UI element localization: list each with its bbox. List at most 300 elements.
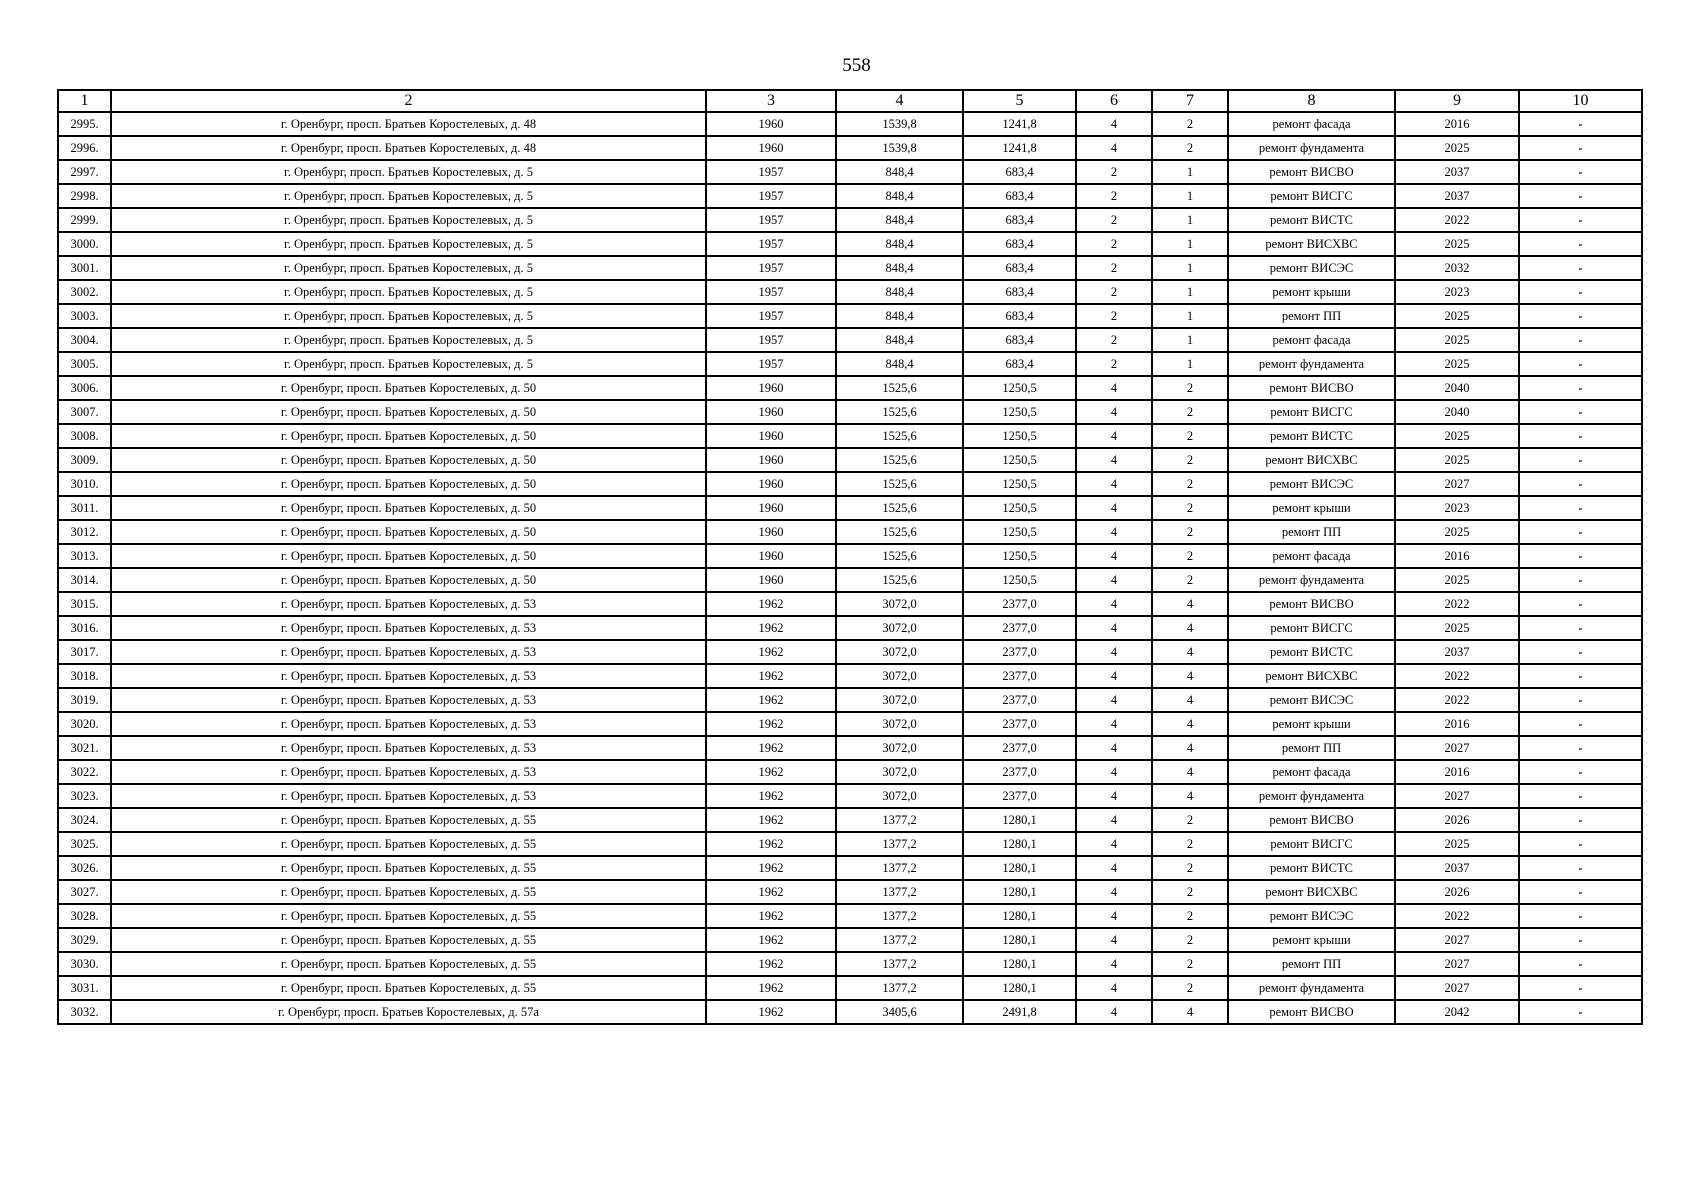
work-type-cell: ремонт фасада: [1228, 760, 1395, 784]
floors-cell: 4: [1076, 112, 1152, 136]
address-cell: г. Оренбург, просп. Братьев Коростелевых, д. 5: [111, 256, 706, 280]
planned-year-cell: 2025: [1395, 232, 1519, 256]
floors-cell: 4: [1076, 568, 1152, 592]
floors-cell: 4: [1076, 1000, 1152, 1024]
row-number: 3015.: [58, 592, 111, 616]
total-area-cell: 848,4: [836, 280, 963, 304]
total-area-cell: 848,4: [836, 304, 963, 328]
row-number: 3009.: [58, 448, 111, 472]
work-type-cell: ремонт ВИСХВС: [1228, 664, 1395, 688]
address-cell: г. Оренбург, просп. Братьев Коростелевых, д. 53: [111, 712, 706, 736]
row-number: 3011.: [58, 496, 111, 520]
work-type-cell: ремонт крыши: [1228, 280, 1395, 304]
table-row: [58, 640, 1642, 664]
entrances-cell: 2: [1152, 496, 1228, 520]
table-row: [58, 808, 1642, 832]
note-cell: -: [1519, 760, 1642, 784]
floors-cell: 2: [1076, 328, 1152, 352]
entrances-cell: 1: [1152, 232, 1228, 256]
year-built-cell: 1960: [706, 400, 836, 424]
living-area-cell: 683,4: [963, 232, 1076, 256]
row-number: 3012.: [58, 520, 111, 544]
note-cell: -: [1519, 952, 1642, 976]
living-area-cell: 1280,1: [963, 856, 1076, 880]
year-built-cell: 1960: [706, 472, 836, 496]
row-number: 2997.: [58, 160, 111, 184]
address-cell: г. Оренбург, просп. Братьев Коростелевых, д. 50: [111, 520, 706, 544]
floors-cell: 4: [1076, 688, 1152, 712]
total-area-cell: 1377,2: [836, 832, 963, 856]
living-area-cell: 683,4: [963, 184, 1076, 208]
living-area-cell: 2377,0: [963, 784, 1076, 808]
living-area-cell: 2377,0: [963, 712, 1076, 736]
row-number: 2998.: [58, 184, 111, 208]
row-number: 3008.: [58, 424, 111, 448]
entrances-cell: 4: [1152, 712, 1228, 736]
entrances-cell: 2: [1152, 472, 1228, 496]
entrances-cell: 4: [1152, 736, 1228, 760]
note-cell: -: [1519, 904, 1642, 928]
column-header-3: 3: [706, 90, 836, 112]
row-number: 2999.: [58, 208, 111, 232]
row-number: 3014.: [58, 568, 111, 592]
row-number: 3002.: [58, 280, 111, 304]
entrances-cell: 1: [1152, 328, 1228, 352]
entrances-cell: 4: [1152, 688, 1228, 712]
table-row: [58, 160, 1642, 184]
planned-year-cell: 2016: [1395, 112, 1519, 136]
work-type-cell: ремонт ВИСГС: [1228, 832, 1395, 856]
table-row: [58, 376, 1642, 400]
table-row: [58, 568, 1642, 592]
note-cell: -: [1519, 520, 1642, 544]
column-header-9: 9: [1395, 90, 1519, 112]
work-type-cell: ремонт фасада: [1228, 544, 1395, 568]
entrances-cell: 1: [1152, 208, 1228, 232]
year-built-cell: 1962: [706, 760, 836, 784]
table-row: [58, 280, 1642, 304]
floors-cell: 4: [1076, 544, 1152, 568]
note-cell: -: [1519, 856, 1642, 880]
living-area-cell: 683,4: [963, 352, 1076, 376]
address-cell: г. Оренбург, просп. Братьев Коростелевых, д. 5: [111, 352, 706, 376]
table-row: [58, 616, 1642, 640]
total-area-cell: 848,4: [836, 352, 963, 376]
total-area-cell: 3072,0: [836, 784, 963, 808]
note-cell: -: [1519, 688, 1642, 712]
floors-cell: 2: [1076, 208, 1152, 232]
floors-cell: 4: [1076, 904, 1152, 928]
address-cell: г. Оренбург, просп. Братьев Коростелевых, д. 50: [111, 568, 706, 592]
entrances-cell: 4: [1152, 1000, 1228, 1024]
total-area-cell: 1377,2: [836, 928, 963, 952]
column-header-5: 5: [963, 90, 1076, 112]
living-area-cell: 2377,0: [963, 640, 1076, 664]
work-type-cell: ремонт ВИСВО: [1228, 1000, 1395, 1024]
total-area-cell: 1525,6: [836, 376, 963, 400]
planned-year-cell: 2042: [1395, 1000, 1519, 1024]
entrances-cell: 2: [1152, 976, 1228, 1000]
year-built-cell: 1962: [706, 736, 836, 760]
living-area-cell: 2377,0: [963, 616, 1076, 640]
note-cell: -: [1519, 400, 1642, 424]
table-row: [58, 256, 1642, 280]
living-area-cell: 2491,8: [963, 1000, 1076, 1024]
planned-year-cell: 2025: [1395, 136, 1519, 160]
floors-cell: 4: [1076, 592, 1152, 616]
living-area-cell: 683,4: [963, 208, 1076, 232]
row-number: 3007.: [58, 400, 111, 424]
table-row: [58, 664, 1642, 688]
total-area-cell: 848,4: [836, 232, 963, 256]
table-row: [58, 136, 1642, 160]
floors-cell: 2: [1076, 352, 1152, 376]
address-cell: г. Оренбург, просп. Братьев Коростелевых, д. 53: [111, 784, 706, 808]
total-area-cell: 1377,2: [836, 976, 963, 1000]
table-body: [58, 112, 1642, 1024]
planned-year-cell: 2025: [1395, 832, 1519, 856]
table-row: [58, 448, 1642, 472]
table-row: [58, 952, 1642, 976]
total-area-cell: 3072,0: [836, 616, 963, 640]
living-area-cell: 1250,5: [963, 448, 1076, 472]
work-type-cell: ремонт ВИСТС: [1228, 208, 1395, 232]
planned-year-cell: 2026: [1395, 808, 1519, 832]
address-cell: г. Оренбург, просп. Братьев Коростелевых, д. 55: [111, 832, 706, 856]
table-row: [58, 184, 1642, 208]
note-cell: -: [1519, 448, 1642, 472]
note-cell: -: [1519, 928, 1642, 952]
entrances-cell: 2: [1152, 448, 1228, 472]
work-type-cell: ремонт ПП: [1228, 736, 1395, 760]
address-cell: г. Оренбург, просп. Братьев Коростелевых, д. 55: [111, 928, 706, 952]
floors-cell: 4: [1076, 736, 1152, 760]
floors-cell: 4: [1076, 616, 1152, 640]
planned-year-cell: 2032: [1395, 256, 1519, 280]
note-cell: -: [1519, 232, 1642, 256]
row-number: 3020.: [58, 712, 111, 736]
year-built-cell: 1962: [706, 832, 836, 856]
living-area-cell: 1250,5: [963, 544, 1076, 568]
floors-cell: 4: [1076, 760, 1152, 784]
entrances-cell: 4: [1152, 640, 1228, 664]
planned-year-cell: 2016: [1395, 712, 1519, 736]
note-cell: -: [1519, 880, 1642, 904]
work-type-cell: ремонт ВИСЭС: [1228, 688, 1395, 712]
data-table: [57, 89, 1643, 1025]
entrances-cell: 4: [1152, 664, 1228, 688]
column-header-7: 7: [1152, 90, 1228, 112]
note-cell: -: [1519, 832, 1642, 856]
total-area-cell: 1539,8: [836, 136, 963, 160]
entrances-cell: 2: [1152, 544, 1228, 568]
address-cell: г. Оренбург, просп. Братьев Коростелевых, д. 55: [111, 856, 706, 880]
table-row: [58, 1000, 1642, 1024]
note-cell: -: [1519, 568, 1642, 592]
row-number: 3010.: [58, 472, 111, 496]
row-number: 3029.: [58, 928, 111, 952]
table-row: [58, 400, 1642, 424]
table-row: [58, 304, 1642, 328]
year-built-cell: 1960: [706, 112, 836, 136]
row-number: 3013.: [58, 544, 111, 568]
total-area-cell: 1525,6: [836, 496, 963, 520]
row-number: 3001.: [58, 256, 111, 280]
floors-cell: 2: [1076, 232, 1152, 256]
entrances-cell: 2: [1152, 136, 1228, 160]
year-built-cell: 1960: [706, 544, 836, 568]
floors-cell: 2: [1076, 280, 1152, 304]
note-cell: -: [1519, 664, 1642, 688]
work-type-cell: ремонт крыши: [1228, 928, 1395, 952]
year-built-cell: 1962: [706, 712, 836, 736]
work-type-cell: ремонт ПП: [1228, 304, 1395, 328]
planned-year-cell: 2037: [1395, 160, 1519, 184]
entrances-cell: 2: [1152, 952, 1228, 976]
page-number: 558: [842, 55, 871, 76]
planned-year-cell: 2025: [1395, 448, 1519, 472]
year-built-cell: 1962: [706, 928, 836, 952]
entrances-cell: 1: [1152, 352, 1228, 376]
table-row: [58, 520, 1642, 544]
entrances-cell: 2: [1152, 832, 1228, 856]
floors-cell: 4: [1076, 808, 1152, 832]
planned-year-cell: 2040: [1395, 400, 1519, 424]
floors-cell: 4: [1076, 880, 1152, 904]
work-type-cell: ремонт ПП: [1228, 952, 1395, 976]
year-built-cell: 1962: [706, 640, 836, 664]
floors-cell: 4: [1076, 496, 1152, 520]
floors-cell: 4: [1076, 952, 1152, 976]
planned-year-cell: 2022: [1395, 664, 1519, 688]
table-row: [58, 856, 1642, 880]
year-built-cell: 1960: [706, 424, 836, 448]
total-area-cell: 1377,2: [836, 904, 963, 928]
year-built-cell: 1957: [706, 160, 836, 184]
planned-year-cell: 2025: [1395, 568, 1519, 592]
year-built-cell: 1962: [706, 976, 836, 1000]
living-area-cell: 1241,8: [963, 136, 1076, 160]
year-built-cell: 1960: [706, 520, 836, 544]
floors-cell: 4: [1076, 928, 1152, 952]
entrances-cell: 4: [1152, 784, 1228, 808]
year-built-cell: 1957: [706, 304, 836, 328]
planned-year-cell: 2027: [1395, 784, 1519, 808]
note-cell: -: [1519, 808, 1642, 832]
floors-cell: 2: [1076, 256, 1152, 280]
row-number: 2995.: [58, 112, 111, 136]
total-area-cell: 848,4: [836, 256, 963, 280]
entrances-cell: 2: [1152, 112, 1228, 136]
entrances-cell: 2: [1152, 856, 1228, 880]
entrances-cell: 4: [1152, 616, 1228, 640]
entrances-cell: 1: [1152, 304, 1228, 328]
row-number: 3027.: [58, 880, 111, 904]
year-built-cell: 1962: [706, 688, 836, 712]
living-area-cell: 1280,1: [963, 832, 1076, 856]
work-type-cell: ремонт ВИСТС: [1228, 856, 1395, 880]
entrances-cell: 2: [1152, 520, 1228, 544]
floors-cell: 2: [1076, 184, 1152, 208]
total-area-cell: 848,4: [836, 160, 963, 184]
note-cell: -: [1519, 1000, 1642, 1024]
floors-cell: 4: [1076, 712, 1152, 736]
address-cell: г. Оренбург, просп. Братьев Коростелевых, д. 55: [111, 952, 706, 976]
address-cell: г. Оренбург, просп. Братьев Коростелевых, д. 50: [111, 472, 706, 496]
total-area-cell: 1525,6: [836, 544, 963, 568]
table-row: [58, 784, 1642, 808]
row-number: 3031.: [58, 976, 111, 1000]
note-cell: -: [1519, 184, 1642, 208]
total-area-cell: 3072,0: [836, 712, 963, 736]
table-row: [58, 592, 1642, 616]
note-cell: -: [1519, 784, 1642, 808]
entrances-cell: 2: [1152, 904, 1228, 928]
living-area-cell: 683,4: [963, 328, 1076, 352]
note-cell: -: [1519, 352, 1642, 376]
table-row: [58, 472, 1642, 496]
table-row: [58, 112, 1642, 136]
address-cell: г. Оренбург, просп. Братьев Коростелевых, д. 53: [111, 688, 706, 712]
floors-cell: 4: [1076, 376, 1152, 400]
address-cell: г. Оренбург, просп. Братьев Коростелевых, д. 50: [111, 424, 706, 448]
work-type-cell: ремонт ВИСВО: [1228, 592, 1395, 616]
row-number: 3021.: [58, 736, 111, 760]
total-area-cell: 1525,6: [836, 520, 963, 544]
total-area-cell: 3072,0: [836, 688, 963, 712]
floors-cell: 4: [1076, 448, 1152, 472]
entrances-cell: 1: [1152, 184, 1228, 208]
living-area-cell: 1280,1: [963, 976, 1076, 1000]
note-cell: -: [1519, 160, 1642, 184]
table-row: [58, 208, 1642, 232]
work-type-cell: ремонт ВИСТС: [1228, 640, 1395, 664]
note-cell: -: [1519, 208, 1642, 232]
work-type-cell: ремонт ВИСХВС: [1228, 448, 1395, 472]
total-area-cell: 1525,6: [836, 400, 963, 424]
total-area-cell: 3405,6: [836, 1000, 963, 1024]
total-area-cell: 3072,0: [836, 736, 963, 760]
address-cell: г. Оренбург, просп. Братьев Коростелевых, д. 55: [111, 808, 706, 832]
address-cell: г. Оренбург, просп. Братьев Коростелевых, д. 5: [111, 160, 706, 184]
column-header-4: 4: [836, 90, 963, 112]
entrances-cell: 4: [1152, 592, 1228, 616]
address-cell: г. Оренбург, просп. Братьев Коростелевых, д. 53: [111, 592, 706, 616]
year-built-cell: 1962: [706, 952, 836, 976]
entrances-cell: 1: [1152, 256, 1228, 280]
work-type-cell: ремонт ВИСГС: [1228, 616, 1395, 640]
row-number: 3000.: [58, 232, 111, 256]
column-header-10: 10: [1519, 90, 1642, 112]
total-area-cell: 3072,0: [836, 760, 963, 784]
work-type-cell: ремонт ВИСВО: [1228, 376, 1395, 400]
floors-cell: 4: [1076, 664, 1152, 688]
work-type-cell: ремонт фундамента: [1228, 352, 1395, 376]
year-built-cell: 1957: [706, 256, 836, 280]
address-cell: г. Оренбург, просп. Братьев Коростелевых, д. 5: [111, 208, 706, 232]
work-type-cell: ремонт фундамента: [1228, 976, 1395, 1000]
table-row: [58, 976, 1642, 1000]
address-cell: г. Оренбург, просп. Братьев Коростелевых, д. 50: [111, 376, 706, 400]
row-number: 3016.: [58, 616, 111, 640]
planned-year-cell: 2025: [1395, 304, 1519, 328]
planned-year-cell: 2025: [1395, 616, 1519, 640]
note-cell: -: [1519, 736, 1642, 760]
living-area-cell: 1280,1: [963, 904, 1076, 928]
planned-year-cell: 2037: [1395, 856, 1519, 880]
address-cell: г. Оренбург, просп. Братьев Коростелевых, д. 5: [111, 184, 706, 208]
address-cell: г. Оренбург, просп. Братьев Коростелевых, д. 50: [111, 496, 706, 520]
planned-year-cell: 2026: [1395, 880, 1519, 904]
planned-year-cell: 2022: [1395, 688, 1519, 712]
work-type-cell: ремонт фундамента: [1228, 136, 1395, 160]
floors-cell: 4: [1076, 472, 1152, 496]
address-cell: г. Оренбург, просп. Братьев Коростелевых, д. 48: [111, 136, 706, 160]
living-area-cell: 2377,0: [963, 760, 1076, 784]
planned-year-cell: 2023: [1395, 496, 1519, 520]
table-row: [58, 496, 1642, 520]
address-cell: г. Оренбург, просп. Братьев Коростелевых, д. 53: [111, 640, 706, 664]
row-number: 3023.: [58, 784, 111, 808]
note-cell: -: [1519, 712, 1642, 736]
planned-year-cell: 2040: [1395, 376, 1519, 400]
table-row: [58, 904, 1642, 928]
living-area-cell: 1280,1: [963, 952, 1076, 976]
floors-cell: 4: [1076, 976, 1152, 1000]
planned-year-cell: 2025: [1395, 424, 1519, 448]
planned-year-cell: 2025: [1395, 520, 1519, 544]
planned-year-cell: 2027: [1395, 736, 1519, 760]
planned-year-cell: 2016: [1395, 544, 1519, 568]
entrances-cell: 1: [1152, 280, 1228, 304]
address-cell: г. Оренбург, просп. Братьев Коростелевых, д. 5: [111, 304, 706, 328]
year-built-cell: 1960: [706, 376, 836, 400]
year-built-cell: 1957: [706, 208, 836, 232]
floors-cell: 4: [1076, 856, 1152, 880]
work-type-cell: ремонт ВИСГС: [1228, 184, 1395, 208]
address-cell: г. Оренбург, просп. Братьев Коростелевых, д. 50: [111, 544, 706, 568]
address-cell: г. Оренбург, просп. Братьев Коростелевых, д. 53: [111, 616, 706, 640]
total-area-cell: 1377,2: [836, 952, 963, 976]
column-header-2: 2: [111, 90, 706, 112]
table-header-row: [58, 90, 1642, 112]
address-cell: г. Оренбург, просп. Братьев Коростелевых, д. 57а: [111, 1000, 706, 1024]
address-cell: г. Оренбург, просп. Братьев Коростелевых, д. 55: [111, 976, 706, 1000]
planned-year-cell: 2037: [1395, 640, 1519, 664]
year-built-cell: 1962: [706, 592, 836, 616]
planned-year-cell: 2027: [1395, 472, 1519, 496]
year-built-cell: 1957: [706, 352, 836, 376]
work-type-cell: ремонт фундамента: [1228, 568, 1395, 592]
year-built-cell: 1960: [706, 496, 836, 520]
address-cell: г. Оренбург, просп. Братьев Коростелевых, д. 5: [111, 328, 706, 352]
column-header-8: 8: [1228, 90, 1395, 112]
note-cell: -: [1519, 376, 1642, 400]
entrances-cell: 2: [1152, 808, 1228, 832]
note-cell: -: [1519, 592, 1642, 616]
work-type-cell: ремонт ВИСЭС: [1228, 256, 1395, 280]
total-area-cell: 848,4: [836, 328, 963, 352]
row-number: 3017.: [58, 640, 111, 664]
row-number: 3004.: [58, 328, 111, 352]
planned-year-cell: 2016: [1395, 760, 1519, 784]
planned-year-cell: 2027: [1395, 976, 1519, 1000]
table-row: [58, 736, 1642, 760]
work-type-cell: ремонт фундамента: [1228, 784, 1395, 808]
row-number: 3030.: [58, 952, 111, 976]
total-area-cell: 1377,2: [836, 880, 963, 904]
year-built-cell: 1957: [706, 184, 836, 208]
